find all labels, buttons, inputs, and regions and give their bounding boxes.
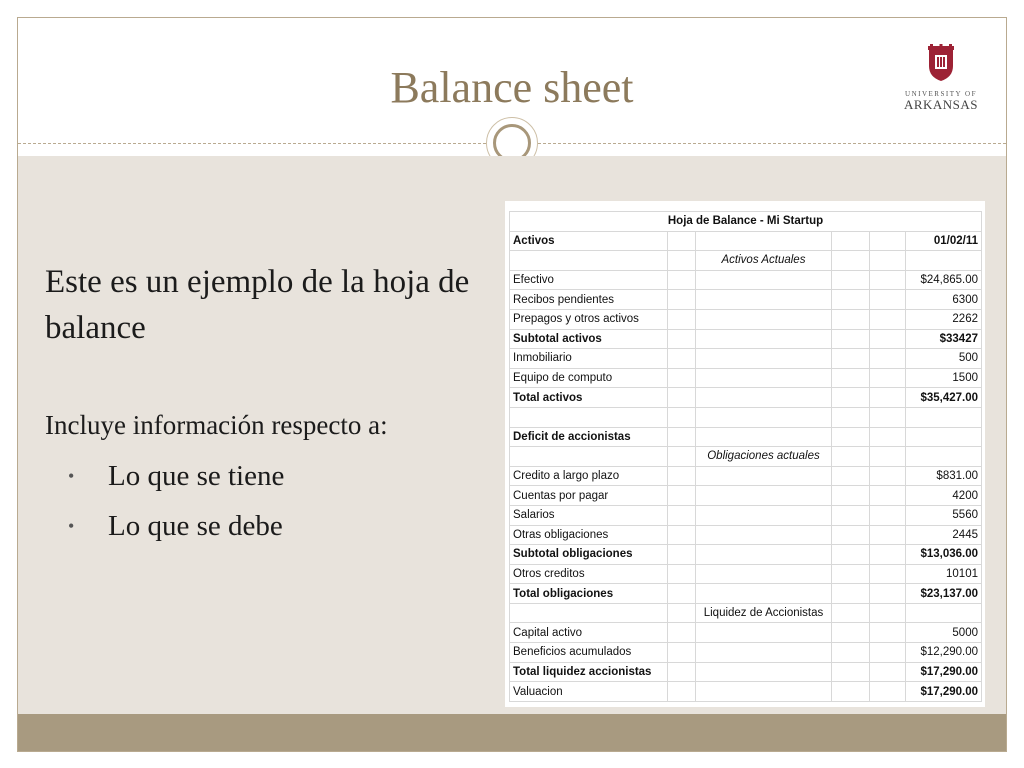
sheet-row-section [696, 349, 832, 369]
sheet-cell [870, 505, 906, 525]
sheet-cell [870, 329, 906, 349]
sheet-row-label: Efectivo [510, 270, 668, 290]
sheet-cell [668, 251, 696, 271]
sheet-cell [832, 584, 870, 604]
bullet-item [68, 509, 284, 559]
sheet-row-value: $17,290.00 [906, 662, 982, 682]
sheet-row [510, 662, 982, 682]
sheet-cell [870, 231, 906, 251]
sheet-row-label [510, 407, 668, 427]
sheet-row-section [696, 682, 832, 702]
sheet-row [510, 231, 982, 251]
slide [17, 17, 1007, 752]
sheet-cell [668, 505, 696, 525]
sheet-row [510, 427, 982, 447]
sheet-cell [832, 251, 870, 271]
sheet-row-section [696, 231, 832, 251]
sheet-cell [870, 309, 906, 329]
sheet-cell [832, 231, 870, 251]
sheet-row [510, 349, 982, 369]
bullet-dot-icon: • [68, 466, 75, 486]
sheet-row-section [696, 505, 832, 525]
sheet-cell [668, 427, 696, 447]
sheet-cell [668, 349, 696, 369]
sheet-row [510, 525, 982, 545]
sheet-row-label: Subtotal obligaciones [510, 545, 668, 565]
sheet-row-section: Activos Actuales [696, 251, 832, 271]
sheet-row [510, 564, 982, 584]
sheet-cell [870, 682, 906, 702]
sheet-row [510, 290, 982, 310]
sheet-row-value: 2445 [906, 525, 982, 545]
sheet-row [510, 486, 982, 506]
sheet-row-label: Beneficios acumulados [510, 643, 668, 663]
sheet-cell [870, 447, 906, 467]
sheet-row [510, 407, 982, 427]
balance-sheet-table [509, 211, 982, 702]
sheet-row-value: 5560 [906, 505, 982, 525]
sheet-cell [668, 270, 696, 290]
sheet-row-section [696, 623, 832, 643]
sheet-cell [832, 368, 870, 388]
logo-text-big: ARKANSAS [903, 97, 979, 112]
sheet-cell [870, 603, 906, 623]
sheet-row-label: Cuentas por pagar [510, 486, 668, 506]
sheet-row-label: Total liquidez accionistas [510, 662, 668, 682]
sheet-row-value: 5000 [906, 623, 982, 643]
sheet-cell [870, 584, 906, 604]
sheet-cell [668, 486, 696, 506]
sheet-row [510, 329, 982, 349]
sheet-row-section [696, 270, 832, 290]
sheet-row [510, 643, 982, 663]
sheet-cell [668, 290, 696, 310]
sheet-row-value: $35,427.00 [906, 388, 982, 408]
sheet-cell [832, 270, 870, 290]
sheet-cell [870, 623, 906, 643]
sheet-cell [668, 407, 696, 427]
bullet-item [68, 459, 284, 509]
sheet-row-label: Subtotal activos [510, 329, 668, 349]
sheet-row-label: Equipo de computo [510, 368, 668, 388]
sheet-row-value: $17,290.00 [906, 682, 982, 702]
sheet-cell [668, 682, 696, 702]
sheet-row-value [906, 251, 982, 271]
sheet-row [510, 545, 982, 565]
sheet-row-section: Liquidez de Accionistas [696, 603, 832, 623]
sheet-row-label: Recibos pendientes [510, 290, 668, 310]
sheet-row-label [510, 447, 668, 467]
sheet-row [510, 309, 982, 329]
sheet-cell [832, 682, 870, 702]
sheet-cell [668, 584, 696, 604]
sheet-row-value: 2262 [906, 309, 982, 329]
sheet-cell [832, 486, 870, 506]
sheet-row-value: $12,290.00 [906, 643, 982, 663]
sheet-row-section: Obligaciones actuales [696, 447, 832, 467]
sheet-row [510, 447, 982, 467]
sheet-row-value: $831.00 [906, 466, 982, 486]
sheet-row-label: Capital activo [510, 623, 668, 643]
sheet-row-value [906, 603, 982, 623]
sheet-row [510, 682, 982, 702]
sheet-row [510, 584, 982, 604]
sheet-row-label: Inmobiliario [510, 349, 668, 369]
university-logo [900, 44, 982, 114]
sheet-cell [832, 603, 870, 623]
sheet-cell [832, 466, 870, 486]
sheet-row-section [696, 427, 832, 447]
sheet-row [510, 388, 982, 408]
sheet-row-value: 500 [906, 349, 982, 369]
sheet-cell [668, 525, 696, 545]
sheet-row-label [510, 603, 668, 623]
sheet-title-row [510, 212, 982, 232]
sheet-cell [832, 643, 870, 663]
sheet-cell [668, 329, 696, 349]
sheet-row [510, 251, 982, 271]
sheet-row-section [696, 564, 832, 584]
sheet-row [510, 466, 982, 486]
includes-text: Incluye información respecto a: [45, 410, 388, 440]
sheet-cell [870, 466, 906, 486]
sheet-cell [870, 251, 906, 271]
sheet-row-value: 1500 [906, 368, 982, 388]
sheet-cell [668, 623, 696, 643]
sheet-cell [870, 349, 906, 369]
sheet-row-section [696, 388, 832, 408]
sheet-row-label: Credito a largo plazo [510, 466, 668, 486]
sheet-cell [870, 643, 906, 663]
sheet-row [510, 270, 982, 290]
sheet-cell [870, 545, 906, 565]
sheet-row-value: 01/02/11 [906, 231, 982, 251]
sheet-cell [870, 662, 906, 682]
sheet-cell [668, 662, 696, 682]
sheet-cell [668, 447, 696, 467]
sheet-cell [832, 290, 870, 310]
sheet-row-section [696, 545, 832, 565]
sheet-row-label: Salarios [510, 505, 668, 525]
sheet-row-value: 4200 [906, 486, 982, 506]
footer-bar [18, 714, 1006, 751]
sheet-row-value: 6300 [906, 290, 982, 310]
logo-text-small: UNIVERSITY OF [905, 90, 977, 98]
sheet-row [510, 505, 982, 525]
sheet-cell [870, 368, 906, 388]
sheet-cell [668, 309, 696, 329]
sheet-row-value: $13,036.00 [906, 545, 982, 565]
slide-title: Balance sheet [390, 63, 634, 112]
sheet-cell [832, 623, 870, 643]
sheet-row-label: Total obligaciones [510, 584, 668, 604]
sheet-cell [832, 407, 870, 427]
sheet-row-section [696, 368, 832, 388]
sheet-body [510, 231, 982, 701]
bullet-text: Lo que se debe [108, 510, 283, 542]
sheet-row-label: Deficit de accionistas [510, 427, 668, 447]
sheet-cell [832, 662, 870, 682]
sheet-row-section [696, 486, 832, 506]
sheet-cell [832, 388, 870, 408]
sheet-cell [668, 643, 696, 663]
sheet-row-label: Activos [510, 231, 668, 251]
sheet-row-section [696, 407, 832, 427]
sheet-row-value [906, 447, 982, 467]
sheet-cell [870, 388, 906, 408]
sheet-row-section [696, 466, 832, 486]
sheet-cell [668, 466, 696, 486]
sheet-row-value: 10101 [906, 564, 982, 584]
sheet-row-label: Prepagos y otros activos [510, 309, 668, 329]
intro-text: Este es un ejemplo de la hoja de balance [45, 264, 470, 346]
sheet-row-value [906, 407, 982, 427]
sheet-cell [870, 407, 906, 427]
sheet-row-value [906, 427, 982, 447]
sheet-row-section [696, 329, 832, 349]
sheet-cell [832, 564, 870, 584]
sheet-cell [832, 505, 870, 525]
sheet-row-label: Valuacion [510, 682, 668, 702]
sheet-row-value: $33427 [906, 329, 982, 349]
university-seal-icon [926, 44, 956, 82]
sheet-cell [668, 564, 696, 584]
bullet-list [68, 459, 284, 559]
sheet-cell [870, 564, 906, 584]
sheet-row [510, 623, 982, 643]
slide-content [18, 156, 1006, 714]
bullet-text: Lo que se tiene [108, 460, 285, 492]
sheet-cell [870, 486, 906, 506]
sheet-cell [870, 427, 906, 447]
sheet-row-value: $23,137.00 [906, 584, 982, 604]
sheet-cell [832, 525, 870, 545]
sheet-row-label: Total activos [510, 388, 668, 408]
sheet-cell [832, 447, 870, 467]
sheet-row [510, 368, 982, 388]
sheet-cell [832, 349, 870, 369]
sheet-row-section [696, 662, 832, 682]
sheet-row [510, 603, 982, 623]
bullet-dot-icon: • [68, 516, 75, 536]
sheet-row-section [696, 309, 832, 329]
sheet-cell [668, 388, 696, 408]
sheet-cell [668, 545, 696, 565]
sheet-cell [832, 427, 870, 447]
sheet-cell [668, 368, 696, 388]
sheet-cell [870, 290, 906, 310]
sheet-row-section [696, 643, 832, 663]
balance-sheet-image [505, 201, 985, 707]
sheet-row-value: $24,865.00 [906, 270, 982, 290]
sheet-cell [832, 545, 870, 565]
sheet-cell [668, 603, 696, 623]
sheet-row-section [696, 290, 832, 310]
sheet-cell [832, 329, 870, 349]
sheet-title: Hoja de Balance - Mi Startup [510, 212, 982, 232]
sheet-cell [832, 309, 870, 329]
sheet-cell [870, 270, 906, 290]
sheet-row-label: Otros creditos [510, 564, 668, 584]
sheet-row-label [510, 251, 668, 271]
sheet-row-section [696, 584, 832, 604]
sheet-row-label: Otras obligaciones [510, 525, 668, 545]
sheet-cell [668, 231, 696, 251]
sheet-row-section [696, 525, 832, 545]
sheet-cell [870, 525, 906, 545]
